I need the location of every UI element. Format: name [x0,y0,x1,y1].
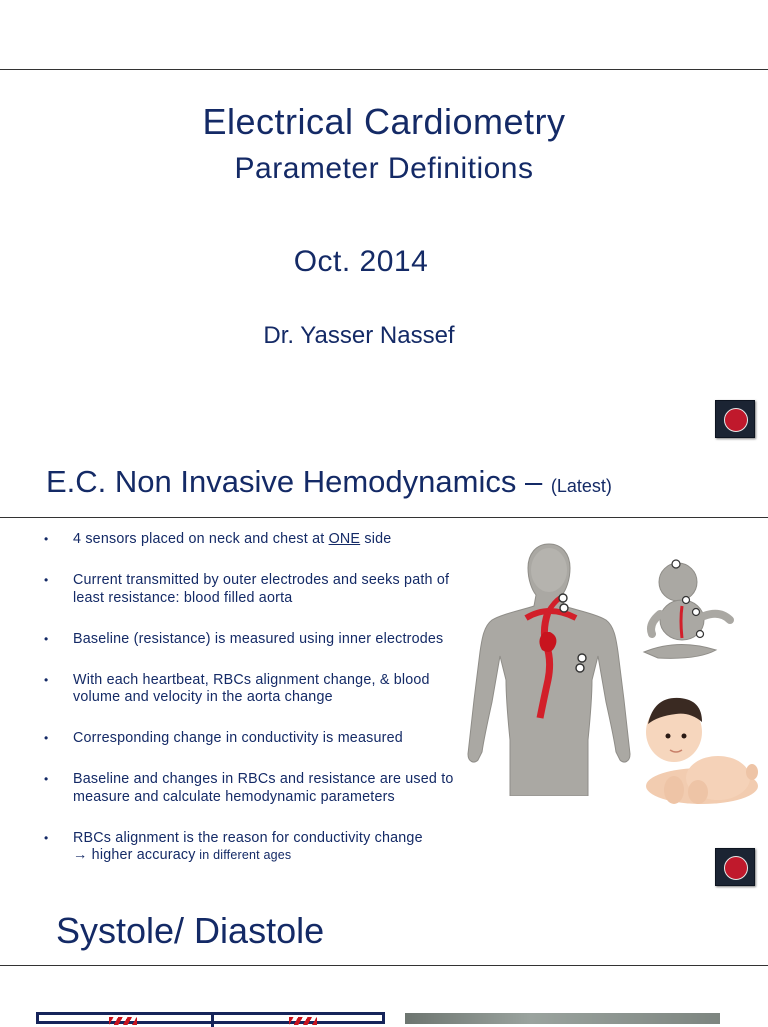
image-thumbnail [405,1013,720,1024]
record-button[interactable] [715,848,755,886]
section-heading-systole: Systole/ Diastole [56,910,325,951]
heading-main: E.C. Non Invasive Hemodynamics – [46,464,543,499]
list-item: • Baseline and changes in RBCs and resistance are used to measure and calculate hemodynamic parameters [44,771,464,806]
section-divider [0,517,768,518]
chart-thumbnail [36,1012,385,1024]
list-item: • Baseline (resistance) is measured using inner electrodes [44,631,464,649]
record-button-icon [724,408,748,432]
section-divider [0,965,768,966]
bullet-text: → higher accuracy [73,847,196,863]
record-button-icon [724,856,748,880]
adult-body-sensors-icon [466,540,632,796]
list-item: • Current transmitted by outer electrodes and seeks path of least resistance: blood filled aorta [44,572,464,607]
infant-sensors-icon [638,558,734,660]
list-item [44,830,464,865]
slide-title: Electrical Cardiometry [202,101,566,142]
top-divider [0,69,768,70]
list-item [44,531,464,549]
record-button[interactable] [715,400,755,438]
bullet-list [44,531,464,888]
presentation-date: Oct. 2014 [293,245,429,278]
list-item: • With each heartbeat, RBCs alignment change, & blood volume and velocity in the aorta change [44,672,464,707]
slide-subtitle: Parameter Definitions [234,152,534,185]
panel-separator [211,1015,214,1027]
author-name: Dr. Yasser Nassef [263,322,455,349]
baby-photo-icon [640,694,758,810]
heading-tag: (Latest) [550,476,612,496]
bullet-emphasis: ONE [328,531,361,547]
bullet-text: RBCs alignment is the reason for conductivity change [73,829,423,846]
bullet-text: side [360,531,392,547]
bullet-text: 4 sensors placed on neck and chest at [73,531,329,547]
bullet-text-small: in different ages [195,848,292,862]
section-heading-hemodynamics [46,464,612,500]
list-item: • Corresponding change in conductivity is measured [44,730,464,748]
